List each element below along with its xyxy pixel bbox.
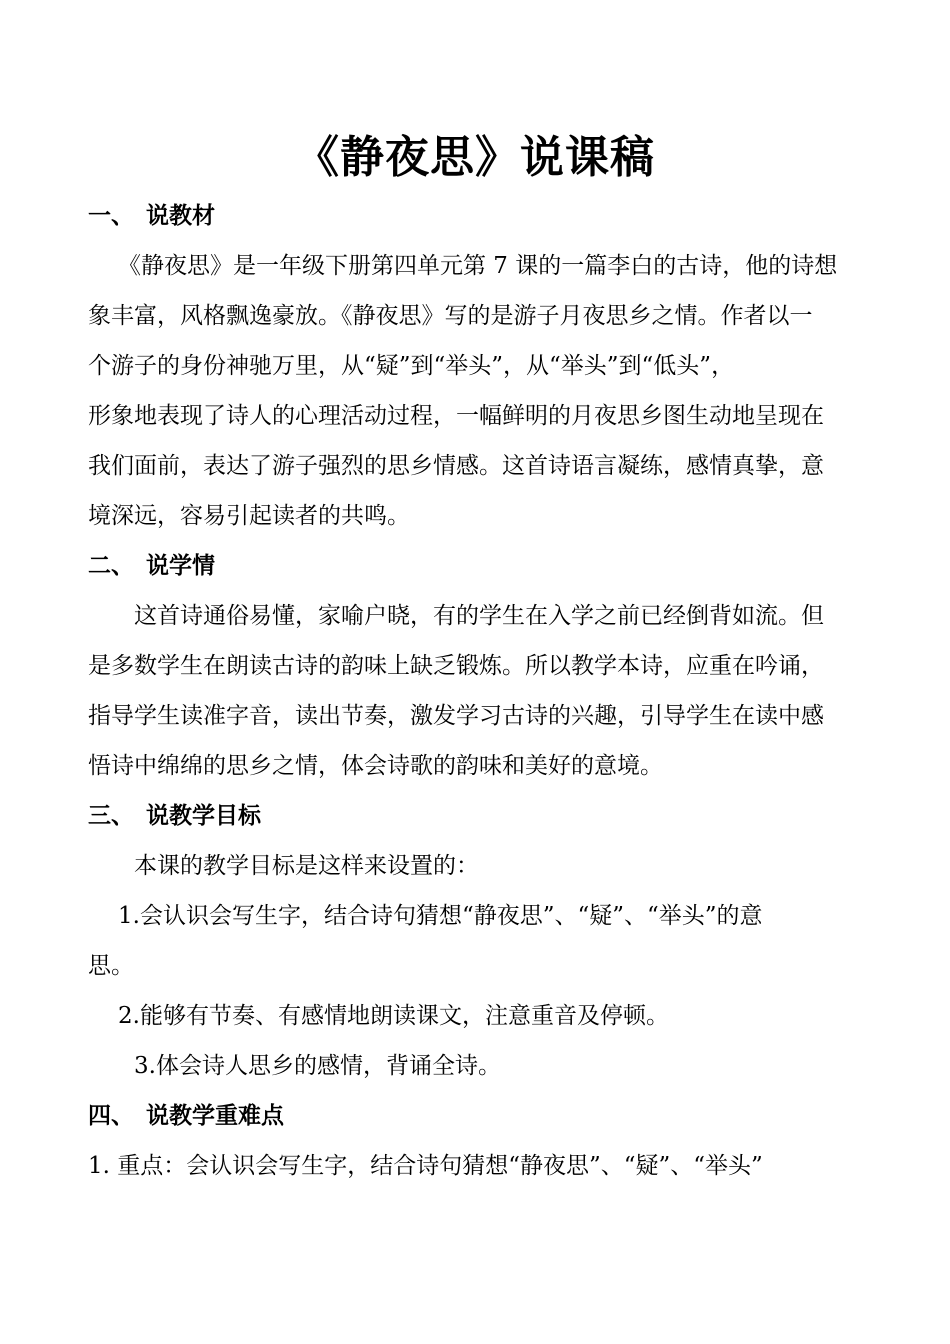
paragraph-line: 这首诗通俗易懂，家喻户晓，有的学生在入学之前已经倒背如流。但 bbox=[134, 603, 824, 629]
section-title: 说学情 bbox=[146, 553, 215, 579]
section-title: 说教材 bbox=[146, 203, 215, 229]
list-item: 1. 重点：会认识会写生字，结合诗句猜想“静夜思”、“疑”、“举头” bbox=[88, 1153, 763, 1179]
paragraph-line: 悟诗中绵绵的思乡之情，体会诗歌的韵味和美好的意境。 bbox=[88, 753, 663, 779]
section-heading-1 bbox=[88, 198, 215, 234]
paragraph-line: 本课的教学目标是这样来设置的： bbox=[134, 853, 479, 879]
paragraph-line: 思。 bbox=[88, 953, 134, 979]
paragraph-line: 个游子的身份神驰万里，从“疑”到“举头”，从“举头”到“低头”， bbox=[88, 353, 735, 379]
section-number: 四、 bbox=[88, 1103, 134, 1129]
paragraph-line: 《静夜思》是一年级下册第四单元第 7 课的一篇李白的古诗，他的诗想 bbox=[118, 253, 838, 279]
section-number: 一、 bbox=[88, 203, 134, 229]
section-number: 三、 bbox=[88, 803, 134, 829]
section-heading-4 bbox=[88, 1098, 284, 1134]
section-number: 二、 bbox=[88, 553, 134, 579]
section-title: 说教学目标 bbox=[146, 803, 261, 829]
paragraph-line: 指导学生读准字音，读出节奏，激发学习古诗的兴趣，引导学生在读中感 bbox=[88, 703, 824, 729]
section-heading-2 bbox=[88, 548, 215, 584]
paragraph-line: 我们面前，表达了游子强烈的思乡情感。这首诗语言凝练，感情真挚，意 bbox=[88, 453, 824, 479]
list-item: 1.会认识会写生字，结合诗句猜想“静夜思”、“疑”、“举头”的意 bbox=[118, 903, 763, 929]
section-title: 说教学重难点 bbox=[146, 1103, 284, 1129]
list-item: 2.能够有节奏、有感情地朗读课文，注意重音及停顿。 bbox=[118, 1003, 669, 1029]
paragraph-line: 象丰富，风格飘逸豪放。《静夜思》写的是游子月夜思乡之情。作者以一 bbox=[88, 303, 813, 329]
paragraph-line: 境深远，容易引起读者的共鸣。 bbox=[88, 503, 410, 529]
paragraph-line: 形象地表现了诗人的心理活动过程，一幅鲜明的月夜思乡图生动地呈现在 bbox=[88, 403, 824, 429]
document-title: 《静夜思》说课稿 bbox=[295, 132, 655, 183]
section-heading-3 bbox=[88, 798, 261, 834]
paragraph-line: 是多数学生在朗读古诗的韵味上缺乏锻炼。所以教学本诗，应重在吟诵， bbox=[88, 653, 824, 679]
list-item: 3.体会诗人思乡的感情，背诵全诗。 bbox=[134, 1053, 501, 1079]
